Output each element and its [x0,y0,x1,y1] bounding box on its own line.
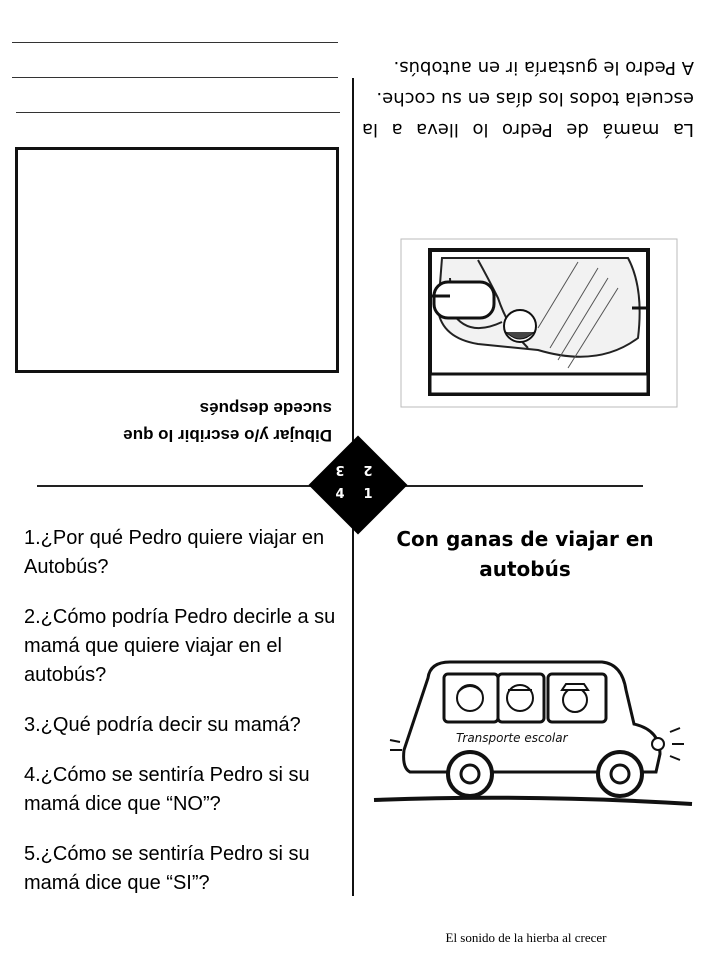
panel-number-2: 2 [363,462,373,477]
writing-line-1[interactable] [12,42,338,43]
question-2: 2.¿Cómo podría Pedro decirle a su mamá que quiere viajar en el autobús? [24,606,336,686]
draw-instruction: Dibujar y/o escribir lo que sucede después [123,399,332,445]
bus-sign-text: Transporte escolar [456,731,568,745]
question-4: 4.¿Cómo se sentiría Pedro si su mamá dice que “NO”? [24,764,310,815]
panel-number-1: 1 [363,487,373,502]
story-line-1: La mamá de Pedro lo lleva a la escuela todos los días en su coche. [362,88,694,140]
credit-text: El sonido de la hierba al crecer [445,930,607,945]
drawing-box[interactable] [15,147,339,373]
panel-number-4: 4 [335,487,345,502]
story-title: Con ganas de viajar en autobús [396,527,654,581]
story-text [362,52,694,145]
question-5: 5.¿Cómo se sentiría Pedro si su mamá dice que “SI”? [24,843,310,894]
panel-number-3: 3 [335,462,345,477]
story-line-2: A Pedro le gustaría ir en autobús. [393,57,694,78]
questions-list [24,524,346,919]
question-3: 3.¿Qué podría decir su mamá? [24,714,301,736]
writing-line-3[interactable] [16,112,340,113]
car-illustration [400,238,678,408]
question-1: 1.¿Por qué Pedro quiere viajar en Autobús? [24,527,325,578]
bus-illustration [370,650,696,810]
center-diamond [309,436,408,535]
writing-line-2[interactable] [12,77,338,78]
